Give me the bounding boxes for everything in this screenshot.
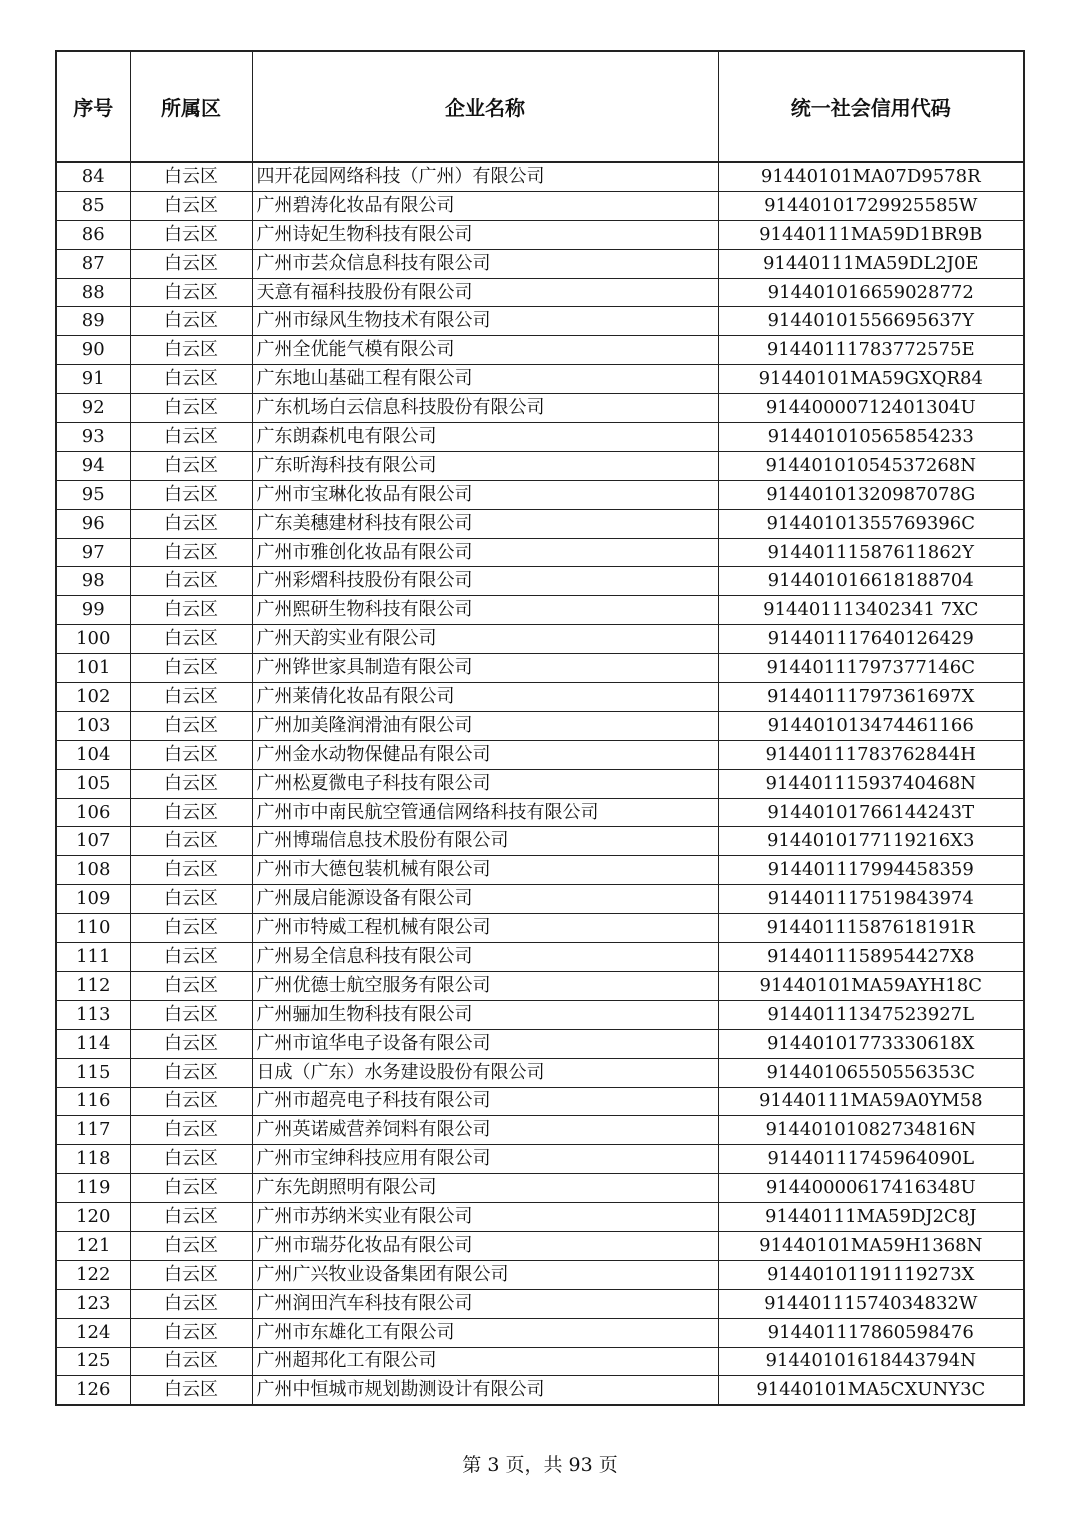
table-row — [56, 162, 1024, 191]
district-cell: 白云区 — [130, 480, 252, 509]
district-cell: 白云区 — [130, 394, 252, 423]
table-row — [56, 1347, 1024, 1376]
district-cell: 白云区 — [130, 1087, 252, 1116]
serial-cell: 96 — [56, 509, 130, 538]
credit-code-cell: 91440101773330618X — [718, 1029, 1024, 1058]
company-name-cell: 广州市雅创化妆品有限公司 — [252, 538, 718, 567]
district-cell: 白云区 — [130, 596, 252, 625]
table-row — [56, 740, 1024, 769]
serial-cell: 124 — [56, 1318, 130, 1347]
district-cell: 白云区 — [130, 365, 252, 394]
serial-cell: 108 — [56, 856, 130, 885]
table-row — [56, 711, 1024, 740]
district-cell: 白云区 — [130, 567, 252, 596]
company-name-cell: 广州市特威工程机械有限公司 — [252, 914, 718, 943]
company-name-cell: 广州骊加生物科技有限公司 — [252, 1000, 718, 1029]
header-credit-code: 统一社会信用代码 — [718, 51, 1024, 162]
table-row — [56, 567, 1024, 596]
table-row — [56, 683, 1024, 712]
table-row — [56, 307, 1024, 336]
credit-code-cell: 91440111783772575E — [718, 336, 1024, 365]
company-name-cell: 广州市芸众信息科技有限公司 — [252, 249, 718, 278]
district-cell: 白云区 — [130, 683, 252, 712]
table-row — [56, 856, 1024, 885]
district-cell: 白云区 — [130, 1318, 252, 1347]
credit-code-cell: 914401117994458359 — [718, 856, 1024, 885]
serial-cell: 94 — [56, 451, 130, 480]
credit-code-cell: 91440101556695637Y — [718, 307, 1024, 336]
credit-code-cell: 91440111MA59A0YM58 — [718, 1087, 1024, 1116]
company-name-cell: 广东朗森机电有限公司 — [252, 423, 718, 452]
table-row — [56, 1087, 1024, 1116]
district-cell: 白云区 — [130, 1116, 252, 1145]
company-name-cell: 广州超邦化工有限公司 — [252, 1347, 718, 1376]
district-cell: 白云区 — [130, 336, 252, 365]
serial-cell: 109 — [56, 885, 130, 914]
serial-cell: 95 — [56, 480, 130, 509]
header-row — [56, 51, 1024, 162]
district-cell: 白云区 — [130, 943, 252, 972]
table-row — [56, 1058, 1024, 1087]
credit-code-cell: 91440111587618191R — [718, 914, 1024, 943]
district-cell: 白云区 — [130, 827, 252, 856]
header-serial: 序号 — [56, 51, 130, 162]
serial-cell: 126 — [56, 1376, 130, 1405]
table-body — [56, 162, 1024, 1405]
table-row — [56, 654, 1024, 683]
credit-code-cell: 914401117519843974 — [718, 885, 1024, 914]
company-name-cell: 广州碧涛化妆品有限公司 — [252, 191, 718, 220]
company-name-cell: 广东美穗建材科技有限公司 — [252, 509, 718, 538]
company-name-cell: 广州市绿风生物技术有限公司 — [252, 307, 718, 336]
district-cell: 白云区 — [130, 1231, 252, 1260]
credit-code-cell: 914401013474461166 — [718, 711, 1024, 740]
credit-code-cell: 91440101MA5CXUNY3C — [718, 1376, 1024, 1405]
district-cell: 白云区 — [130, 423, 252, 452]
company-name-cell: 广州优德士航空服务有限公司 — [252, 971, 718, 1000]
company-name-cell: 天意有福科技股份有限公司 — [252, 278, 718, 307]
company-name-cell: 广州市宝琳化妆品有限公司 — [252, 480, 718, 509]
serial-cell: 89 — [56, 307, 130, 336]
serial-cell: 111 — [56, 943, 130, 972]
table-header — [56, 51, 1024, 162]
company-name-cell: 广东地山基础工程有限公司 — [252, 365, 718, 394]
serial-cell: 85 — [56, 191, 130, 220]
company-name-cell: 广州全优能气模有限公司 — [252, 336, 718, 365]
district-cell: 白云区 — [130, 625, 252, 654]
serial-cell: 87 — [56, 249, 130, 278]
serial-cell: 107 — [56, 827, 130, 856]
table-row — [56, 1116, 1024, 1145]
credit-code-cell: 9144011158954427X8 — [718, 943, 1024, 972]
credit-code-cell: 91440101MA59GXQR84 — [718, 365, 1024, 394]
district-cell: 白云区 — [130, 1289, 252, 1318]
district-cell: 白云区 — [130, 654, 252, 683]
company-name-cell: 广州彩熠科技股份有限公司 — [252, 567, 718, 596]
district-cell: 白云区 — [130, 1145, 252, 1174]
table-row — [56, 480, 1024, 509]
table-row — [56, 1203, 1024, 1232]
credit-code-cell: 91440000712401304U — [718, 394, 1024, 423]
company-name-cell: 广州市谊华电子设备有限公司 — [252, 1029, 718, 1058]
district-cell: 白云区 — [130, 451, 252, 480]
serial-cell: 101 — [56, 654, 130, 683]
credit-code-cell: 91440101766144243T — [718, 798, 1024, 827]
district-cell: 白云区 — [130, 538, 252, 567]
company-name-cell: 广州中恒城市规划勘测设计有限公司 — [252, 1376, 718, 1405]
company-name-cell: 广东昕海科技有限公司 — [252, 451, 718, 480]
table-row — [56, 191, 1024, 220]
table-row — [56, 1289, 1024, 1318]
company-name-cell: 广州熙研生物科技有限公司 — [252, 596, 718, 625]
company-name-cell: 广州英诺威营养饲料有限公司 — [252, 1116, 718, 1145]
serial-cell: 113 — [56, 1000, 130, 1029]
serial-cell: 88 — [56, 278, 130, 307]
credit-code-cell: 914401016659028772 — [718, 278, 1024, 307]
company-name-cell: 广州天韵实业有限公司 — [252, 625, 718, 654]
credit-code-cell: 91440101191119273X — [718, 1260, 1024, 1289]
company-name-cell: 广州松夏微电子科技有限公司 — [252, 769, 718, 798]
district-cell: 白云区 — [130, 798, 252, 827]
credit-code-cell: 914401117640126429 — [718, 625, 1024, 654]
district-cell: 白云区 — [130, 914, 252, 943]
credit-code-cell: 91440101729925585W — [718, 191, 1024, 220]
table-row — [56, 769, 1024, 798]
serial-cell: 122 — [56, 1260, 130, 1289]
company-name-cell: 广州市苏纳米实业有限公司 — [252, 1203, 718, 1232]
credit-code-cell: 91440111MA59DL2J0E — [718, 249, 1024, 278]
credit-code-cell: 91440111593740468N — [718, 769, 1024, 798]
credit-code-cell: 91440101082734816N — [718, 1116, 1024, 1145]
table-row — [56, 1376, 1024, 1405]
table-row — [56, 249, 1024, 278]
company-name-cell: 广州铧世家具制造有限公司 — [252, 654, 718, 683]
company-name-cell: 广州润田汽车科技有限公司 — [252, 1289, 718, 1318]
district-cell: 白云区 — [130, 856, 252, 885]
company-name-cell: 广州市东雄化工有限公司 — [252, 1318, 718, 1347]
serial-cell: 119 — [56, 1174, 130, 1203]
company-name-cell: 广东机场白云信息科技股份有限公司 — [252, 394, 718, 423]
table-row — [56, 220, 1024, 249]
company-name-cell: 广州诗妃生物科技有限公司 — [252, 220, 718, 249]
table-row — [56, 596, 1024, 625]
company-name-cell: 广州加美隆润滑油有限公司 — [252, 711, 718, 740]
district-cell: 白云区 — [130, 278, 252, 307]
district-cell: 白云区 — [130, 769, 252, 798]
district-cell: 白云区 — [130, 249, 252, 278]
serial-cell: 99 — [56, 596, 130, 625]
serial-cell: 100 — [56, 625, 130, 654]
table-row — [56, 1145, 1024, 1174]
table-row — [56, 1231, 1024, 1260]
serial-cell: 110 — [56, 914, 130, 943]
company-name-cell: 广州晟启能源设备有限公司 — [252, 885, 718, 914]
table-row — [56, 365, 1024, 394]
district-cell: 白云区 — [130, 1376, 252, 1405]
company-name-cell: 广东先朗照明有限公司 — [252, 1174, 718, 1203]
credit-code-cell: 914401117860598476 — [718, 1318, 1024, 1347]
credit-code-cell: 91440101320987078G — [718, 480, 1024, 509]
table-row — [56, 451, 1024, 480]
district-cell: 白云区 — [130, 162, 252, 191]
company-name-cell: 广州市宝绅科技应用有限公司 — [252, 1145, 718, 1174]
table-row — [56, 943, 1024, 972]
district-cell: 白云区 — [130, 1347, 252, 1376]
serial-cell: 106 — [56, 798, 130, 827]
serial-cell: 90 — [56, 336, 130, 365]
credit-code-cell: 91440101MA07D9578R — [718, 162, 1024, 191]
header-district: 所属区 — [130, 51, 252, 162]
company-name-cell: 广州市中南民航空管通信网络科技有限公司 — [252, 798, 718, 827]
credit-code-cell: 91440101618443794N — [718, 1347, 1024, 1376]
table-row — [56, 827, 1024, 856]
page-number: 第 3 页，共 93 页 — [462, 1454, 618, 1476]
serial-cell: 97 — [56, 538, 130, 567]
serial-cell: 117 — [56, 1116, 130, 1145]
company-name-cell: 广州金水动物保健品有限公司 — [252, 740, 718, 769]
table-row — [56, 625, 1024, 654]
district-cell: 白云区 — [130, 971, 252, 1000]
district-cell: 白云区 — [130, 1000, 252, 1029]
serial-cell: 104 — [56, 740, 130, 769]
district-cell: 白云区 — [130, 1260, 252, 1289]
credit-code-cell: 914401010565854233 — [718, 423, 1024, 452]
table-row — [56, 509, 1024, 538]
serial-cell: 92 — [56, 394, 130, 423]
serial-cell: 114 — [56, 1029, 130, 1058]
credit-code-cell: 91440106550556353C — [718, 1058, 1024, 1087]
company-name-cell: 广州博瑞信息技术股份有限公司 — [252, 827, 718, 856]
credit-code-cell: 91440111347523927L — [718, 1000, 1024, 1029]
serial-cell: 105 — [56, 769, 130, 798]
serial-cell: 121 — [56, 1231, 130, 1260]
district-cell: 白云区 — [130, 1174, 252, 1203]
serial-cell: 115 — [56, 1058, 130, 1087]
district-cell: 白云区 — [130, 1058, 252, 1087]
serial-cell: 125 — [56, 1347, 130, 1376]
serial-cell: 102 — [56, 683, 130, 712]
credit-code-cell: 91440101355769396C — [718, 509, 1024, 538]
table-row — [56, 336, 1024, 365]
credit-code-cell: 91440111574034832W — [718, 1289, 1024, 1318]
district-cell: 白云区 — [130, 1029, 252, 1058]
district-cell: 白云区 — [130, 191, 252, 220]
serial-cell: 116 — [56, 1087, 130, 1116]
serial-cell: 118 — [56, 1145, 130, 1174]
company-name-cell: 广州莱倩化妆品有限公司 — [252, 683, 718, 712]
table-row — [56, 971, 1024, 1000]
district-cell: 白云区 — [130, 1203, 252, 1232]
serial-cell: 86 — [56, 220, 130, 249]
credit-code-cell: 91440000617416348U — [718, 1174, 1024, 1203]
serial-cell: 120 — [56, 1203, 130, 1232]
credit-code-cell: 91440111797377146C — [718, 654, 1024, 683]
header-company-name: 企业名称 — [252, 51, 718, 162]
credit-code-cell: 91440101054537268N — [718, 451, 1024, 480]
company-name-cell: 广州易全信息科技有限公司 — [252, 943, 718, 972]
company-name-cell: 日成（广东）水务建设股份有限公司 — [252, 1058, 718, 1087]
credit-code-cell: 91440111745964090L — [718, 1145, 1024, 1174]
table-row — [56, 1318, 1024, 1347]
district-cell: 白云区 — [130, 885, 252, 914]
table-row — [56, 278, 1024, 307]
company-name-cell: 广州市超亮电子科技有限公司 — [252, 1087, 718, 1116]
table-row — [56, 885, 1024, 914]
table-row — [56, 798, 1024, 827]
credit-code-cell: 91440101MA59AYH18C — [718, 971, 1024, 1000]
district-cell: 白云区 — [130, 740, 252, 769]
credit-code-cell: 914401113402341 7XC — [718, 596, 1024, 625]
serial-cell: 93 — [56, 423, 130, 452]
enterprise-table-container — [55, 50, 1023, 1406]
table-row — [56, 423, 1024, 452]
serial-cell: 103 — [56, 711, 130, 740]
table-row — [56, 538, 1024, 567]
district-cell: 白云区 — [130, 307, 252, 336]
district-cell: 白云区 — [130, 220, 252, 249]
credit-code-cell: 91440111MA59D1BR9B — [718, 220, 1024, 249]
credit-code-cell: 91440101MA59H1368N — [718, 1231, 1024, 1260]
company-name-cell: 广州市大德包装机械有限公司 — [252, 856, 718, 885]
table-row — [56, 1260, 1024, 1289]
credit-code-cell: 91440111587611862Y — [718, 538, 1024, 567]
table-row — [56, 914, 1024, 943]
serial-cell: 84 — [56, 162, 130, 191]
credit-code-cell: 9144010177119216X3 — [718, 827, 1024, 856]
credit-code-cell: 91440111MA59DJ2C8J — [718, 1203, 1024, 1232]
table-row — [56, 394, 1024, 423]
company-name-cell: 广州市瑞芬化妆品有限公司 — [252, 1231, 718, 1260]
district-cell: 白云区 — [130, 711, 252, 740]
credit-code-cell: 91440111797361697X — [718, 683, 1024, 712]
company-name-cell: 广州广兴牧业设备集团有限公司 — [252, 1260, 718, 1289]
serial-cell: 123 — [56, 1289, 130, 1318]
enterprise-table — [55, 50, 1025, 1406]
district-cell: 白云区 — [130, 509, 252, 538]
serial-cell: 98 — [56, 567, 130, 596]
company-name-cell: 四开花园网络科技（广州）有限公司 — [252, 162, 718, 191]
serial-cell: 112 — [56, 971, 130, 1000]
serial-cell: 91 — [56, 365, 130, 394]
table-row — [56, 1029, 1024, 1058]
credit-code-cell: 914401016618188704 — [718, 567, 1024, 596]
table-row — [56, 1174, 1024, 1203]
table-row — [56, 1000, 1024, 1029]
credit-code-cell: 91440111783762844H — [718, 740, 1024, 769]
